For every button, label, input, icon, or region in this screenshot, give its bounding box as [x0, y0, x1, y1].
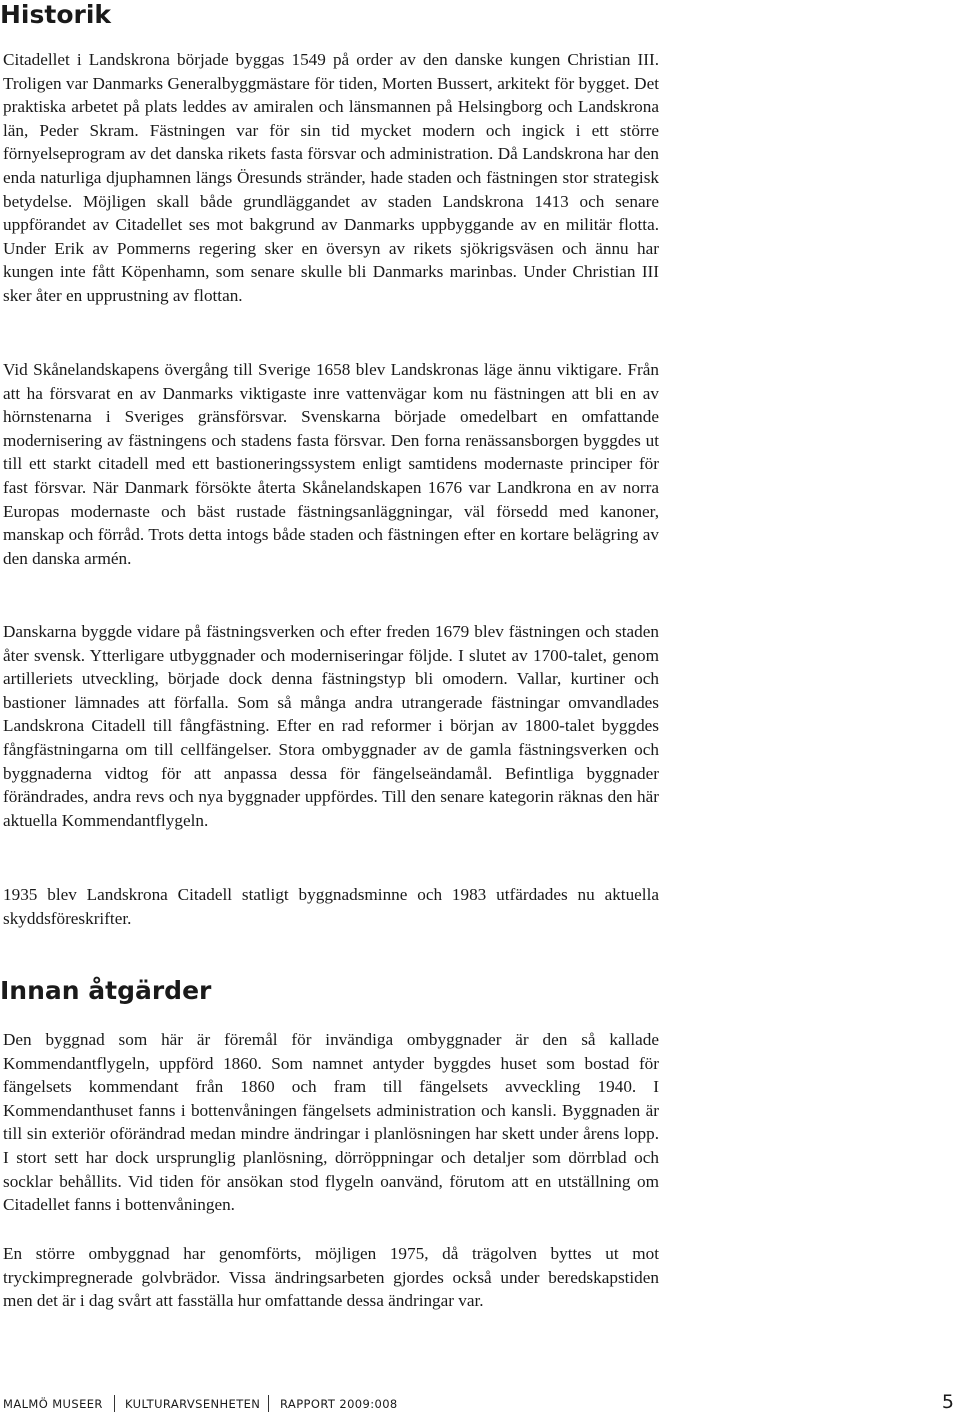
paragraph-innan-2: En större ombyggnad har genomförts, möjligen 1975, då trägolven byttes ut mot tryckimpregnerade golvbrädor. Vissa ändringsarbeten gjordes också under beredskapstiden men det är i dag svårt att fasställa hur omfattande dessa ändringar var.: [3, 1244, 659, 1311]
paragraph-innan-1: Den byggnad som här är föremål för invändiga ombyggnader är den så kallade Kommendantflygeln, uppförd 1860. Som namnet antyder byggdes huset som bostad för fängelsets kommendant från 1860 och fram till fängelsets avveckling 1940. I Kommendanthuset fanns i bottenvåningen fängelsets administration och kansli. Byggnaden är till sin exteriör oförändrad medan mindre ändringar i planlösningen har skett under årens lopp. I stort sett har dock ursprunglig planlösning, dörröppningar och detaljer som dörrblad och socklar behållits. Vid tiden för ansökan stod flygeln oanvänd, förutom att en utställning om Citadellet fanns i bottenvåningen.: [3, 1030, 659, 1215]
footer-department: KULTURARVSENHETEN: [125, 1397, 261, 1411]
paragraph-historik-3: Danskarna byggde vidare på fästningsverken och efter freden 1679 blev fästningen och staden åter svensk. Ytterligare utbyggnader och moderniseringar följde. I slutet av 1700-talet, genom artilleriets utveckling, började dock denna fästningstyp bli omodern. Vallar, kurtiner och bastioner lämnades att förfalla. Som så många andra utrangerade fästningar omvandlades Landskrona Citadell till fångfästning. Efter en rad reformer i början av 1800-talet byggdes fångfästningarna om till cellfängelser. Stora ombyggnader av de gamla fästningsverken och byggnaderna vidtog för att anpassa dessa för fängelseändamål. Befintliga byggnader förändrades, andra revs och nya byggnader uppfördes. Till den senare kategorin räknas den här aktuella Kommendantflygeln.: [3, 622, 659, 830]
paragraph-historik-4: 1935 blev Landskrona Citadell statligt byggnadsminne och 1983 utfärdades nu aktuella skyddsföreskrifter.: [3, 885, 659, 928]
paragraph-historik-2: Vid Skånelandskapens övergång till Sverige 1658 blev Landskronas läge ännu viktigare. Från att ha försvarat en av Danmarks viktigaste inre vattenvägar kom nu fästningen att bli en av hörnstenarna i Sveriges gränsförsvar. Svenskarna började omedelbart en omfattande modernisering av fästningens och stadens fasta försvar. Den forna renässansborgen byggdes ut till ett starkt citadell med ett bastioneringssystem enligt samtidens modernaste principer för fast försvar. När Danmark försökte återta Skånelandskapen 1676 var Landkrona en av norra Europas modernaste och bäst rustade fästningsanläggningar, väl försedd med kanoner, manskap och förråd. Trots detta intogs både staden och fästningen efter en kortare belägring av den danska armén.: [3, 360, 659, 568]
page-footer: [3, 1393, 960, 1415]
paragraph-historik-1: Citadellet i Landskrona började byggas 1549 på order av den danske kungen Christian III. Troligen var Danmarks Generalbyggmästare för tiden, Morten Bussert, arkitekt för bygget. Det praktiska arbetet på plats leddes av amiralen och länsmannen på Helsingborg och Landskrona län, Peder Skram. Fästningen var för sin tid mycket modern och ingick i ett större förnyelseprogram av det danska rikets fasta försvar och administration. Då Landskrona har den enda naturliga djuphamnen längs Öresunds stränder, hade staden och fästningen stor strategisk betydelse. Möjligen skall både grundläggandet av staden Landskrona 1413 och senare uppförandet av Citadellet ses mot bakgrund av Danmarks uppbyggande av en militär flotta. Under Erik av Pommerns regering sker en översyn av rikets sjökrigsväsen och ännu har kungen inte fått Köpenhamn, som senare skulle bli Danmarks marinbas. Under Christian III sker åter en upprustning av flottan.: [3, 50, 659, 305]
footer-publisher: MALMÖ MUSEER: [3, 1397, 103, 1411]
section-heading-historik: Historik: [0, 0, 112, 29]
footer-divider: [268, 1395, 269, 1412]
section-heading-innan-atgarder: Innan åtgärder: [0, 976, 212, 1005]
footer-divider: [114, 1395, 115, 1412]
page-number: 5: [941, 1391, 954, 1413]
footer-report-number: RAPPORT 2009:008: [280, 1397, 398, 1411]
